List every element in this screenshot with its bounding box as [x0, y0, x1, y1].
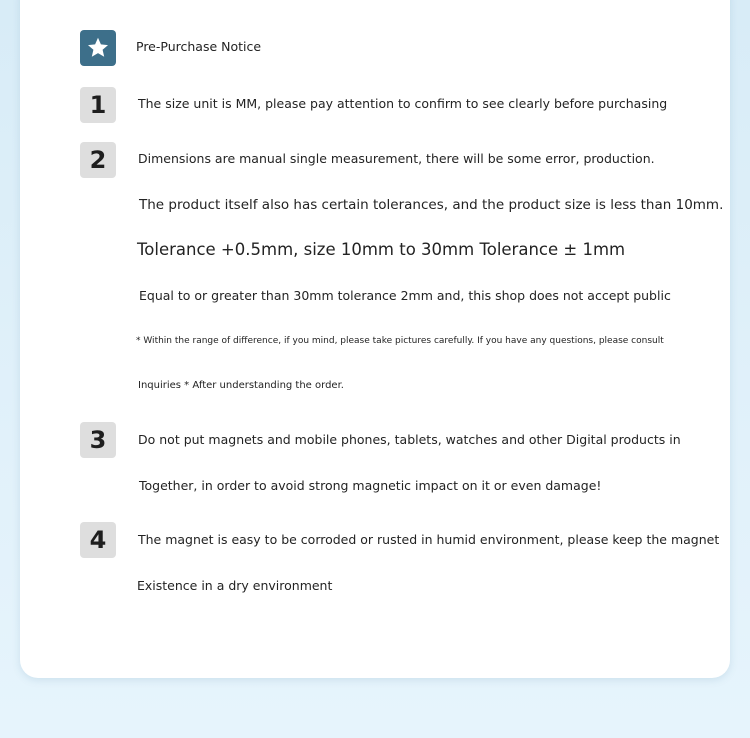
item-text-line: Existence in a dry environment — [137, 578, 333, 593]
star-icon — [86, 36, 110, 60]
item-text-line: Together, in order to avoid strong magnetic impact on it or even damage! — [139, 478, 602, 493]
item-text-line: The product itself also has certain tolerances, and the product size is less than 10mm. — [139, 197, 724, 213]
item-text-line: Dimensions are manual single measurement, there will be some error, production. — [138, 151, 655, 166]
item-text-line: Inquiries * After understanding the order. — [138, 380, 344, 391]
item-number-badge: 1 — [80, 87, 116, 123]
item-text-line: Equal to or greater than 30mm tolerance 2mm and, this shop does not accept public — [139, 288, 671, 303]
item-number-badge: 4 — [80, 522, 116, 558]
item-text-line: The size unit is MM, please pay attention to confirm to see clearly before purchasing — [138, 96, 668, 111]
item-number-badge: 3 — [80, 422, 116, 458]
notice-title: Pre-Purchase Notice — [136, 39, 262, 54]
item-number-badge: 2 — [80, 142, 116, 178]
item-text-line: The magnet is easy to be corroded or rusted in humid environment, please keep the magnet — [138, 532, 720, 547]
item-text-line: * Within the range of difference, if you mind, please take pictures carefully. If you have any questions, please consult — [136, 336, 664, 346]
item-text-line: Tolerance +0.5mm, size 10mm to 30mm Tolerance ± 1mm — [137, 240, 626, 259]
item-text-line: Do not put magnets and mobile phones, tablets, watches and other Digital products in — [138, 432, 681, 447]
star-badge — [80, 30, 116, 66]
